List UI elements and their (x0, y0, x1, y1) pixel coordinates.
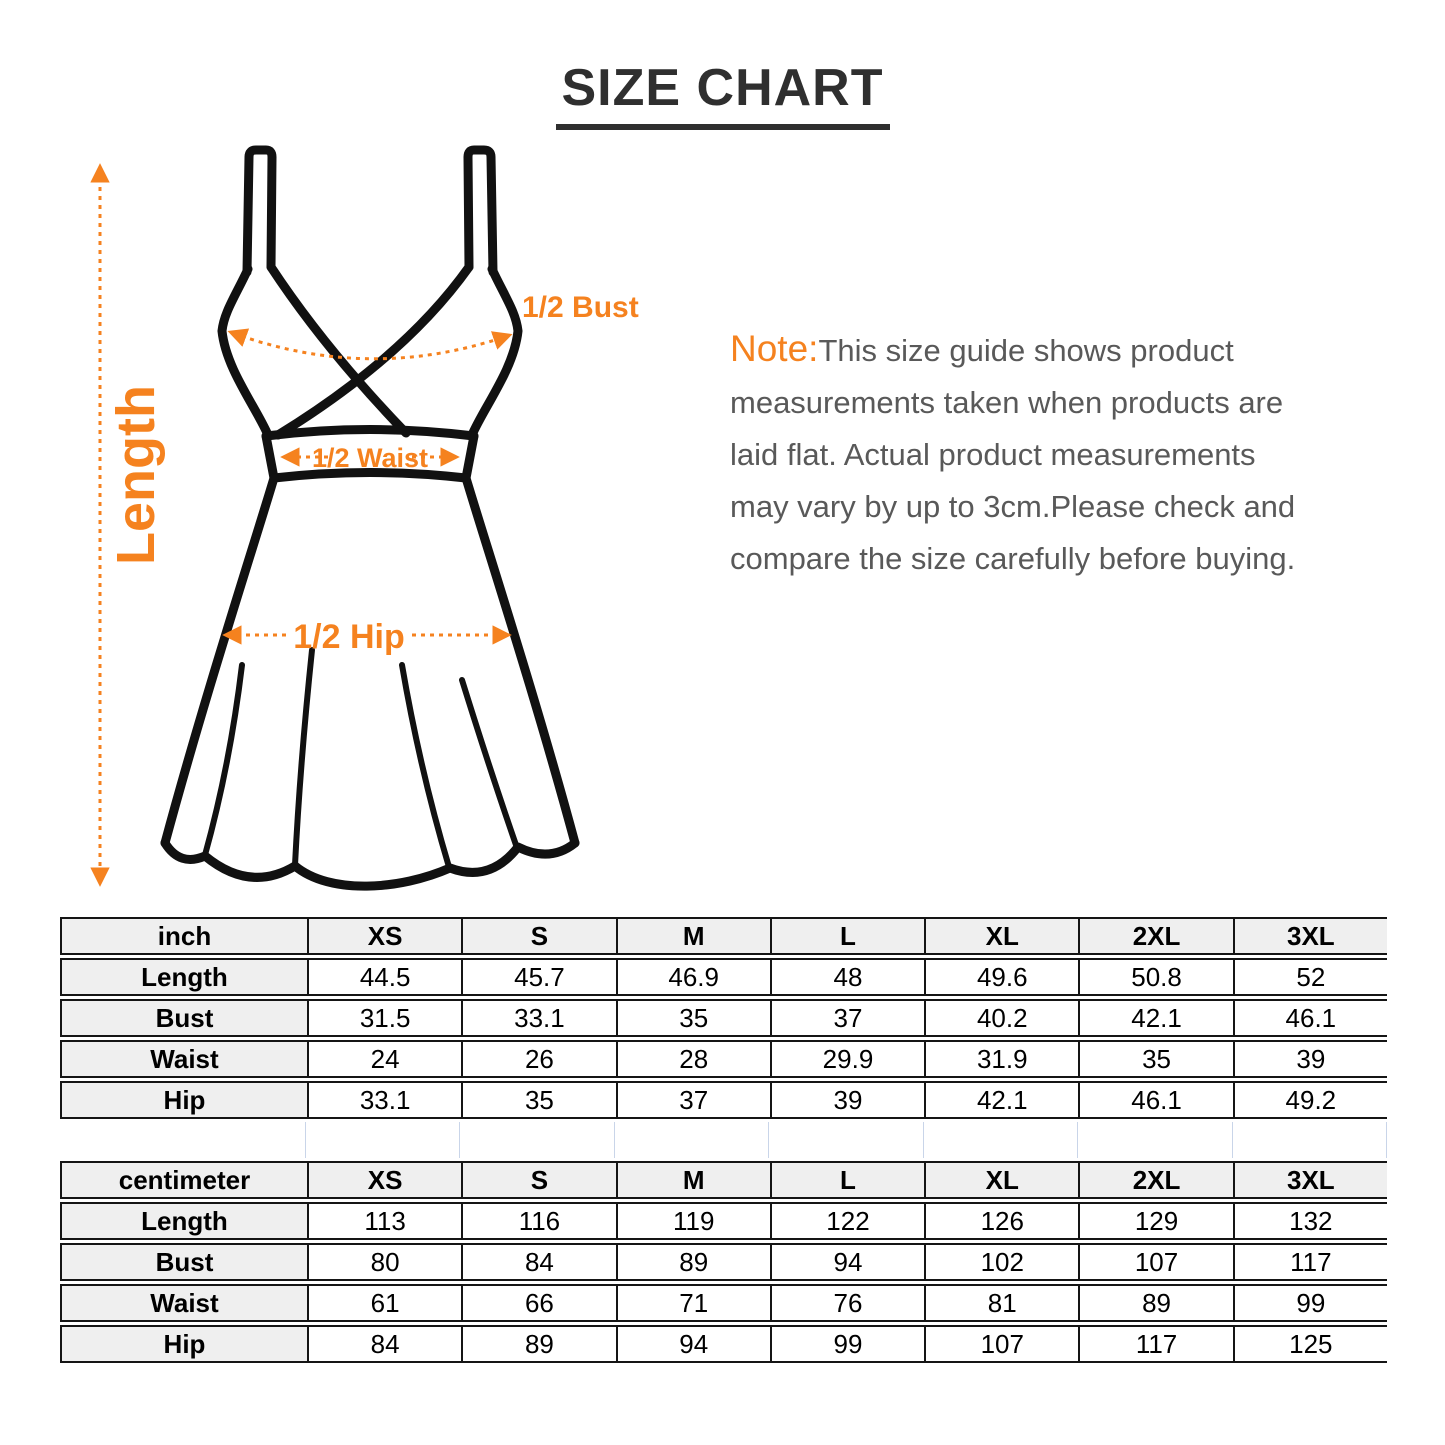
measurement-row (60, 1081, 1387, 1119)
measurement-cell: 49.2 (1233, 1081, 1387, 1119)
row-label: Hip (60, 1081, 307, 1119)
unit-header: centimeter (60, 1161, 307, 1199)
waist-label: 1/2 Waist (311, 443, 429, 473)
right-strap (468, 150, 493, 272)
title-row (0, 58, 1445, 130)
gap-gridline (614, 1122, 768, 1158)
size-column-header: 2XL (1078, 1161, 1232, 1199)
row-label: Hip (60, 1325, 307, 1363)
dress-diagram (70, 145, 660, 915)
measurement-cell: 84 (307, 1325, 461, 1363)
measurement-cell: 89 (1078, 1284, 1232, 1322)
gap-gridline (459, 1122, 613, 1158)
pleat-line (295, 650, 312, 865)
measurement-cell: 31.9 (924, 1040, 1078, 1078)
left-wrap-neckline (271, 267, 406, 433)
gap-gridline (923, 1122, 1077, 1158)
table-gap (305, 1122, 1387, 1158)
measurement-cell: 52 (1233, 958, 1387, 996)
measurement-cell: 102 (924, 1243, 1078, 1281)
header-row (60, 917, 1387, 955)
measurement-cell: 29.9 (770, 1040, 924, 1078)
measurement-cell: 89 (616, 1243, 770, 1281)
measurement-cell: 84 (461, 1243, 615, 1281)
measurement-cell: 33.1 (461, 999, 615, 1037)
measurement-cell: 24 (307, 1040, 461, 1078)
note-body-line: This size guide shows product (818, 333, 1234, 368)
size-column-header: M (616, 1161, 770, 1199)
waistband-left-edge (266, 436, 274, 478)
measurement-cell: 39 (770, 1081, 924, 1119)
measurement-cell: 28 (616, 1040, 770, 1078)
measurement-cell: 125 (1233, 1325, 1387, 1363)
measurement-cell: 116 (461, 1202, 615, 1240)
measurement-cell: 80 (307, 1243, 461, 1281)
measurement-cell: 44.5 (307, 958, 461, 996)
size-column-header: 3XL (1233, 1161, 1387, 1199)
size-column-header: 2XL (1078, 917, 1232, 955)
measurement-cell: 94 (770, 1243, 924, 1281)
measurement-cell: 76 (770, 1284, 924, 1322)
unit-header: inch (60, 917, 307, 955)
skirt-hem (165, 843, 575, 886)
measurement-row (60, 1040, 1387, 1078)
measurement-cell: 46.9 (616, 958, 770, 996)
right-bodice-edge (472, 269, 518, 435)
measurement-row (60, 1243, 1387, 1281)
measurement-cell: 126 (924, 1202, 1078, 1240)
size-column-header: XS (307, 917, 461, 955)
measurement-cell: 35 (461, 1081, 615, 1119)
header-row (60, 1161, 1387, 1199)
measurement-cell: 132 (1233, 1202, 1387, 1240)
hip-label: 1/2 Hip (293, 618, 405, 656)
note-line (730, 323, 1295, 377)
left-bodice-edge (222, 269, 268, 435)
measurement-cell: 35 (616, 999, 770, 1037)
measurement-cell: 33.1 (307, 1081, 461, 1119)
measurement-cell: 37 (616, 1081, 770, 1119)
measurement-row (60, 1202, 1387, 1240)
measurement-cell: 35 (1078, 1040, 1232, 1078)
measurement-cell: 119 (616, 1202, 770, 1240)
measurement-cell: 99 (1233, 1284, 1387, 1322)
note-line: measurements taken when products are (730, 385, 1284, 420)
size-column-header: L (770, 1161, 924, 1199)
note-line: laid flat. Actual product measurements (730, 437, 1256, 472)
row-label: Length (60, 958, 307, 996)
measurement-cell: 129 (1078, 1202, 1232, 1240)
measurement-cell: 66 (461, 1284, 615, 1322)
pleat-line (402, 665, 449, 867)
measurement-cell: 71 (616, 1284, 770, 1322)
waistband-bottom (274, 473, 466, 479)
measurement-row (60, 958, 1387, 996)
measurement-cell: 42.1 (1078, 999, 1232, 1037)
measurement-cell: 46.1 (1233, 999, 1387, 1037)
waistband-top (266, 430, 474, 437)
measurement-cell: 117 (1078, 1325, 1232, 1363)
note-line: may vary by up to 3cm.Please check and (730, 489, 1296, 524)
gap-gridline (768, 1122, 922, 1158)
pleat-line (462, 680, 516, 845)
measurement-cell: 113 (307, 1202, 461, 1240)
measurement-cell: 122 (770, 1202, 924, 1240)
measurement-row (60, 1325, 1387, 1363)
measurement-cell: 46.1 (1078, 1081, 1232, 1119)
gap-gridline (1232, 1122, 1387, 1158)
size-column-header: S (461, 917, 615, 955)
gap-gridline (305, 1122, 459, 1158)
size-column-header: 3XL (1233, 917, 1387, 955)
measurement-cell: 61 (307, 1284, 461, 1322)
row-label: Bust (60, 1243, 307, 1281)
measurement-row (60, 999, 1387, 1037)
measurement-cell: 117 (1233, 1243, 1387, 1281)
measurement-cell: 45.7 (461, 958, 615, 996)
row-label: Waist (60, 1284, 307, 1322)
left-strap (247, 150, 272, 272)
bust-arrow (233, 333, 507, 359)
centimeter-size-table (60, 1158, 1387, 1366)
note-line: compare the size carefully before buying. (730, 541, 1296, 576)
right-wrap-neckline (278, 267, 469, 435)
size-column-header: XL (924, 1161, 1078, 1199)
skirt-right-edge (466, 478, 575, 843)
size-tables (60, 914, 1387, 1366)
size-column-header: S (461, 1161, 615, 1199)
measurement-cell: 39 (1233, 1040, 1387, 1078)
measurement-cell: 49.6 (924, 958, 1078, 996)
bust-label: 1/2 Bust (522, 291, 639, 324)
row-label: Waist (60, 1040, 307, 1078)
measurement-cell: 89 (461, 1325, 615, 1363)
row-label: Bust (60, 999, 307, 1037)
measurement-cell: 94 (616, 1325, 770, 1363)
measurement-cell: 107 (1078, 1243, 1232, 1281)
size-column-header: L (770, 917, 924, 955)
waistband-right-edge (466, 436, 474, 478)
measurement-cell: 50.8 (1078, 958, 1232, 996)
measurement-row (60, 1284, 1387, 1322)
measurement-cell: 107 (924, 1325, 1078, 1363)
measurement-cell: 48 (770, 958, 924, 996)
size-column-header: XS (307, 1161, 461, 1199)
size-column-header: M (616, 917, 770, 955)
gap-gridline (1077, 1122, 1231, 1158)
note-text (730, 323, 1295, 585)
size-column-header: XL (924, 917, 1078, 955)
measurement-cell: 40.2 (924, 999, 1078, 1037)
measurement-cell: 37 (770, 999, 924, 1037)
measurement-cell: 31.5 (307, 999, 461, 1037)
skirt-pleats (205, 650, 516, 867)
measurement-cell: 99 (770, 1325, 924, 1363)
measurement-cell: 81 (924, 1284, 1078, 1322)
measurement-cell: 26 (461, 1040, 615, 1078)
measurement-cell: 42.1 (924, 1081, 1078, 1119)
length-label: Length (106, 385, 166, 565)
page-title: SIZE CHART (556, 58, 890, 130)
note-label: Note: (730, 328, 819, 369)
row-label: Length (60, 1202, 307, 1240)
inch-size-table (60, 914, 1387, 1122)
